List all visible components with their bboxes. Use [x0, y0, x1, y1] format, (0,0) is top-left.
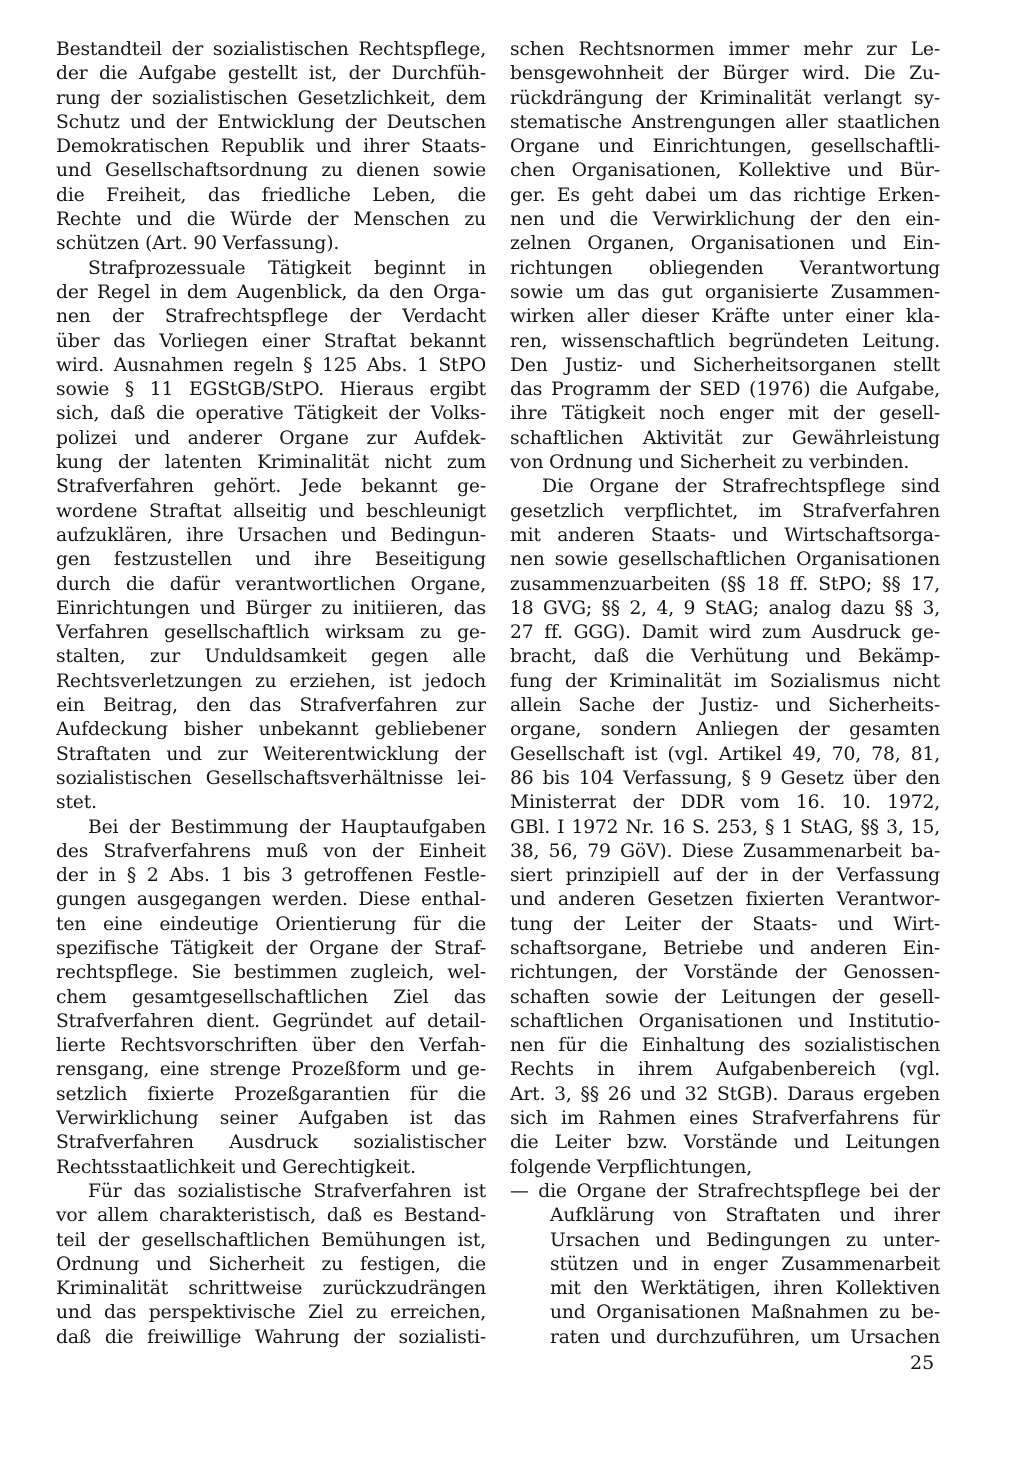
text-line: allein Sache der Justiz- und Sicherheits- [510, 695, 940, 717]
text-line: stet. [56, 792, 97, 814]
text-line: Organe und Einrichtungen, gesellschaftli- [510, 136, 940, 158]
text-line: nen für die Einhaltung des sozialistischen [510, 1035, 940, 1057]
text-line: der Regel in dem Augenblick, da den Orga- [56, 281, 486, 303]
text-line: sozialistischen Gesellschaftsverhältnisse lei- [56, 767, 486, 789]
text-line: wordene Straftat allseitig und beschleunigt [56, 500, 486, 522]
text-line: chen Organisationen, Kollektive und Bür- [510, 160, 940, 182]
text-line: der die Aufgabe gestellt ist, der Durchfüh- [56, 63, 486, 85]
text-line: Rechtsstaatlichkeit und Gerechtigkeit. [56, 1156, 416, 1178]
text-line: Strafverfahren dient. Gegründet auf detail- [56, 1010, 486, 1032]
text-line: 86 bis 104 Verfassung, § 9 Gesetz über den [510, 767, 940, 789]
text-line: Verfahren gesellschaftlich wirksam zu ge- [56, 622, 486, 644]
text-line: rensgang, eine strenge Prozeßform und ge- [56, 1059, 486, 1081]
text-line: teil der gesellschaftlichen Bemühungen ist, [56, 1229, 486, 1251]
text-line: Ursachen und Bedingungen zu unter- [550, 1229, 940, 1251]
text-line: schaften sowie der Leitungen der gesell- [510, 986, 940, 1008]
text-line: stalten, zur Unduldsamkeit gegen alle [56, 646, 486, 668]
text-line: Rechte und die Würde der Menschen zu [56, 209, 486, 231]
text-line: nen und die Verwirklichung der den ein- [510, 209, 940, 231]
text-line: daß die freiwillige Wahrung der sozialisti- [56, 1326, 486, 1348]
text-line: polizei und anderer Organe zur Aufdek- [56, 427, 486, 449]
text-line: gesetzlich verpflichtet, im Strafverfahren [510, 500, 940, 522]
text-line: Strafverfahren gehört. Jede bekannt ge- [56, 476, 486, 498]
text-line: gungen ausgegangen werden. Diese enthal- [56, 889, 486, 911]
text-line: 27 ff. GGG). Damit wird zum Ausdruck ge- [510, 622, 940, 644]
text-line: zusammenzuarbeiten (§§ 18 ff. StPO; §§ 17, [510, 573, 940, 595]
text-line: wird. Ausnahmen regeln § 125 Abs. 1 StPO [56, 354, 486, 376]
text-line: stützen und in enger Zusammenarbeit [550, 1253, 940, 1275]
text-line: durch die dafür verantwortlichen Organe, [56, 573, 486, 595]
text-line: die Freiheit, das friedliche Leben, die [56, 184, 486, 206]
text-line: raten und durchzuführen, um Ursachen [550, 1326, 940, 1348]
text-line: Rechtsverletzungen zu erziehen, ist jedoch [56, 670, 486, 692]
text-line: rechtspflege. Sie bestimmen zugleich, wel- [56, 962, 486, 984]
text-line: — die Organe der Strafrechtspflege bei der [510, 1180, 940, 1202]
text-line: setzlich fixierte Prozeßgarantien für die [56, 1083, 486, 1105]
text-line: bracht, daß die Verhütung und Bekämp- [510, 646, 940, 668]
text-line: fung der Kriminalität im Sozialismus nicht [510, 670, 940, 692]
text-line: gen festzustellen und ihre Beseitigung [56, 549, 486, 571]
text-line: spezifische Tätigkeit der Organe der Straf- [56, 937, 486, 959]
text-line: Straftaten und zur Weiterentwicklung der [56, 743, 486, 765]
text-line: und Organisationen Maßnahmen zu be- [550, 1302, 940, 1324]
text-line: schaftsorgane, Betriebe und anderen Ein- [510, 937, 940, 959]
text-line: rung der sozialistischen Gesetzlichkeit, dem [56, 87, 486, 109]
text-line: Rechts in ihrem Aufgabenbereich (vgl. [510, 1059, 940, 1081]
text-line: Schutz und der Entwicklung der Deutschen [56, 111, 486, 133]
text-line: 18 GVG; §§ 2, 4, 9 StAG; analog dazu §§ 3, [510, 597, 940, 619]
text-line: Demokratischen Republik und ihrer Staats- [56, 136, 486, 158]
right-column [510, 38, 940, 1350]
text-line: Kriminalität schrittweise zurückzudrängen [56, 1278, 486, 1300]
text-line: nen der Strafrechtspflege der Verdacht [56, 306, 486, 328]
text-line: sich, daß die operative Tätigkeit der Volks- [56, 403, 486, 425]
text-line: sowie § 11 EGStGB/StPO. Hieraus ergibt [56, 379, 486, 401]
text-line: vor allem charakteristisch, daß es Bestand- [56, 1205, 486, 1227]
text-line: nen sowie gesellschaftlichen Organisationen [510, 549, 940, 571]
text-line: stematische Anstrengungen aller staatlichen [510, 111, 940, 133]
text-line: sich im Rahmen eines Strafverfahrens für [510, 1108, 940, 1130]
text-line: zelnen Organen, Organisationen und Ein- [510, 233, 940, 255]
text-line: organe, sondern Anliegen der gesamten [510, 719, 940, 741]
text-line: Verwirklichung seiner Aufgaben ist das [56, 1108, 486, 1130]
text-line: siert prinzipiell auf der in der Verfassung [510, 865, 940, 887]
text-line: Ministerrat der DDR vom 16. 10. 1972, [510, 792, 940, 814]
text-line: schützen (Art. 90 Verfassung). [56, 233, 340, 255]
page-number: 25 [910, 1352, 935, 1374]
text-line: rückdrängung der Kriminalität verlangt sy- [510, 87, 940, 109]
text-line: Strafprozessuale Tätigkeit beginnt in [88, 257, 486, 279]
text-line: richtungen, der Vorstände der Genossen- [510, 962, 940, 984]
left-column [56, 38, 486, 1350]
text-line: Den Justiz- und Sicherheitsorganen stellt [510, 354, 940, 376]
text-line: ren, wissenschaftlich begründeten Leitung. [510, 330, 940, 352]
text-line: Aufdeckung bisher unbekannt gebliebener [56, 719, 486, 741]
text-line: chem gesamtgesellschaftlichen Ziel das [56, 986, 486, 1008]
text-line: GBl. I 1972 Nr. 16 S. 253, § 1 StAG, §§ 3, 15, [510, 816, 940, 838]
text-line: richtungen obliegenden Verantwortung [510, 257, 940, 279]
text-line: wirken aller dieser Kräfte unter einer kla- [510, 306, 940, 328]
text-line: Aufklärung von Straftaten und ihrer [550, 1205, 940, 1227]
text-line: und Gesellschaftsordnung zu dienen sowie [56, 160, 486, 182]
text-line: kung der latenten Kriminalität nicht zum [56, 452, 486, 474]
text-line: und anderen Gesetzen fixierten Verantwor- [510, 889, 940, 911]
text-line: sowie um das gut organisierte Zusammen- [510, 281, 940, 303]
text-line: bensgewohnheit der Bürger wird. Die Zu- [510, 63, 940, 85]
text-line: Die Organe der Strafrechtspflege sind [542, 476, 940, 498]
text-line: des Strafverfahrens muß von der Einheit [56, 840, 486, 862]
text-line: Ordnung und Sicherheit zu festigen, die [56, 1253, 486, 1275]
text-line: und das perspektivische Ziel zu erreichen, [56, 1302, 486, 1324]
text-line: Gesellschaft ist (vgl. Artikel 49, 70, 78, 81, [510, 743, 940, 765]
text-line: aufzuklären, ihre Ursachen und Bedingun- [56, 524, 486, 546]
text-line: Bestandteil der sozialistischen Rechtspflege, [56, 39, 486, 60]
text-line: von Ordnung und Sicherheit zu verbinden. [510, 452, 910, 474]
text-line: die Leiter bzw. Vorstände und Leitungen [510, 1132, 940, 1154]
text-line: das Programm der SED (1976) die Aufgabe, [510, 379, 940, 401]
text-line: Einrichtungen und Bürger zu initiieren, das [56, 597, 486, 619]
text-line: ten eine eindeutige Orientierung für die [56, 913, 486, 935]
text-line: Art. 3, §§ 26 und 32 StGB). Daraus ergeben [510, 1083, 940, 1105]
text-line: schen Rechtsnormen immer mehr zur Le- [510, 39, 940, 60]
text-line: Bei der Bestimmung der Hauptaufgaben [88, 816, 486, 838]
text-line: Strafverfahren Ausdruck sozialistischer [56, 1132, 486, 1154]
text-line: tung der Leiter der Staats- und Wirt- [510, 913, 940, 935]
text-line: ger. Es geht dabei um das richtige Erken- [510, 184, 940, 206]
text-line: mit anderen Staats- und Wirtschaftsorga- [510, 524, 940, 546]
text-line: mit den Werktätigen, ihren Kollektiven [550, 1278, 940, 1300]
text-line: der in § 2 Abs. 1 bis 3 getroffenen Festle- [56, 865, 486, 887]
text-line: ihre Tätigkeit noch enger mit der gesell- [510, 403, 940, 425]
text-line: lierte Rechtsvorschriften über den Verfah- [56, 1035, 486, 1057]
text-line: über das Vorliegen einer Straftat bekannt [56, 330, 486, 352]
text-line: 38, 56, 79 GöV). Diese Zusammenarbeit ba- [510, 840, 940, 862]
text-line: schaftlichen Aktivität zur Gewährleistung [510, 427, 940, 449]
text-line: folgende Verpflichtungen, [510, 1156, 753, 1178]
text-line: ein Beitrag, den das Strafverfahren zur [56, 695, 486, 717]
text-line: Für das sozialistische Strafverfahren ist [88, 1180, 486, 1202]
text-line: schaftlichen Organisationen und Institutio- [510, 1010, 940, 1032]
